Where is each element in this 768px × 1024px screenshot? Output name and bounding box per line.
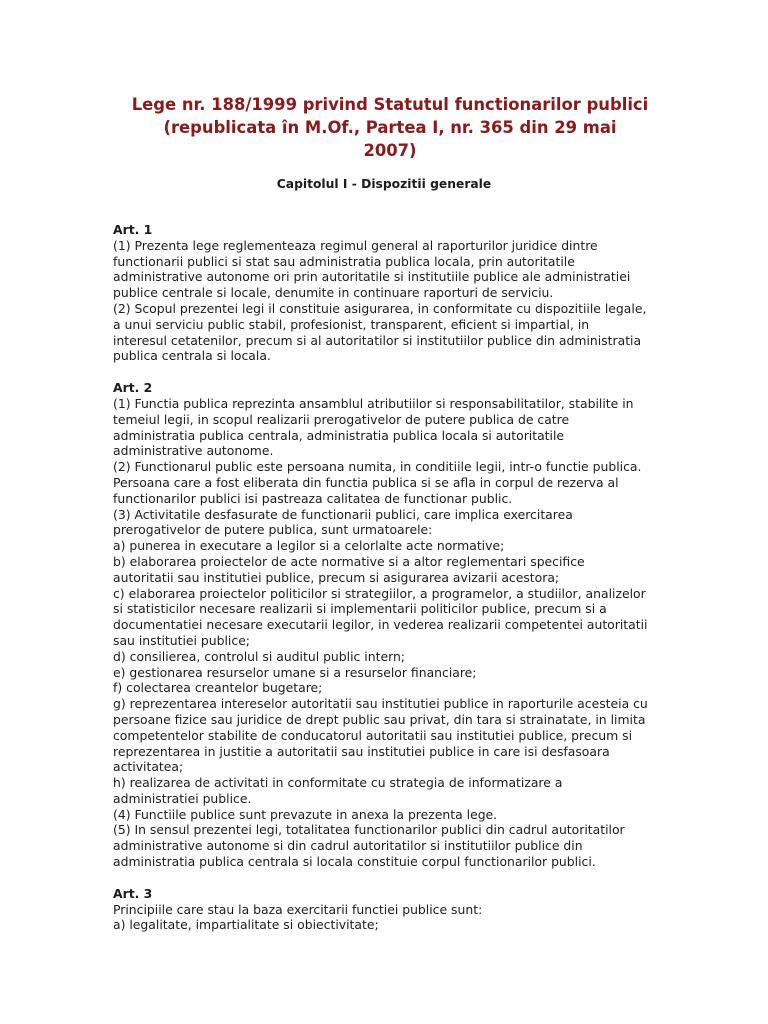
document-title-line: 2007) [363, 141, 417, 160]
document-title [100, 93, 680, 162]
article-text-line: temeiul legii, in scopul realizarii prerogativelor de putere publica de catre [113, 411, 570, 427]
article-text-line: (2) Functionarul public este persoana numita, in conditiile legii, intr-o functie publica. [113, 459, 642, 475]
article-text-line: functionarilor publici isi pastreaza calitatea de functionar public. [113, 490, 513, 506]
article-text-line: (5) In sensul prezentei legi, totalitatea functionarilor publici din cadrul autoritatilor [113, 822, 625, 838]
document-title-line: Lege nr. 188/1999 privind Statutul functionarilor publici [131, 95, 649, 114]
article-heading: Art. 2 [113, 380, 153, 396]
article-text-line: b) elaborarea proiectelor de acte normative si a altor reglementari specifice [113, 553, 585, 569]
article-text-line: (2) Scopul prezentei legi il constituie asigurarea, in conformitate cu dispozitiile legale, [113, 300, 647, 316]
article-text-line: publice centrale si locale, denumite in continuare raporturi de serviciu. [113, 285, 554, 301]
article-text-line: Principiile care stau la baza exercitarii functiei publice sunt: [113, 901, 483, 917]
article-text-line: (1) Prezenta lege reglementeaza regimul general al raporturilor juridice dintre [113, 237, 598, 253]
article-text-line: functionarii publici si stat sau administratia publica locala, prin autoritatile [113, 253, 575, 269]
article-text-line: interesul cetatenilor, precum si al autoritatilor si institutiilor publice din administratia [113, 332, 642, 348]
article-text-line: (3) Activitatile desfasurate de functionarii publici, care implica exercitarea [113, 506, 573, 522]
document-body [113, 222, 673, 949]
article-text-line: administratia publica centrala si locala constituie corpul functionarilor publici. [113, 854, 596, 870]
article-text-line: administrative autonome ori prin autoritatile si institutiile publice ale administratiei [113, 269, 631, 285]
article-text-line: administrative autonome. [113, 443, 274, 459]
article-text-line: persoane fizice sau juridice de drept public sau privat, din tara si strainatate, in limita [113, 711, 646, 727]
article-heading: Art. 1 [113, 222, 153, 237]
article-text-line: c) elaborarea proiectelor politicilor si strategiilor, a programelor, a studiilor, analizelor [113, 585, 646, 601]
article-text-line: d) consilierea, controlul si auditul public intern; [113, 648, 405, 664]
article-text-line: e) gestionarea resurselor umane si a resurselor financiare; [113, 664, 477, 680]
article-heading: Art. 3 [113, 885, 153, 901]
article-text-line: administrative autonome si din cadrul autoritatilor si institutiilor publice din [113, 838, 583, 854]
article-text-line: prerogativelor de putere publica, sunt urmatoarele: [113, 522, 433, 538]
article-text-line: competentelor stabilite de conducatorul autoritatii sau institutiei publice, precum si [113, 727, 633, 743]
article-text-line: f) colectarea creantelor bugetare; [113, 680, 323, 696]
article-text-line: a) legalitate, impartialitate si obiectivitate; [113, 917, 379, 933]
article-text-line: documentatiei necesare executarii legilor, in vederea realizarii competentei autoritatii [113, 617, 648, 633]
article-text-line: administratia publica centrala, administratia publica locala si autoritatile [113, 427, 565, 443]
article-text-line: (1) Functia publica reprezinta ansamblul atributiilor si responsabilitatilor, stabilite in [113, 395, 634, 411]
document-title-line: (republicata în M.Of., Partea I, nr. 365 din 29 mai [163, 118, 617, 137]
article-1 [113, 222, 673, 364]
article-text-line: sau institutiei publice; [113, 632, 250, 648]
chapter-heading: Capitolul I - Dispozitii generale [276, 177, 492, 191]
article-text-line: a unui serviciu public stabil, profesionist, transparent, eficient si impartial, in [113, 316, 590, 332]
article-text-line: reprezentarea in justitie a autoritatii sau institutiei publice in care isi desfasoara [113, 743, 610, 759]
article-text-line: autoritatii sau institutiei publice, precum si asigurarea avizarii acestora; [113, 569, 560, 585]
article-text-line: si statisticilor necesare realizarii si implementarii politicilor publice, precum si a [113, 601, 607, 617]
article-text-line: a) punerea in executare a legilor si a celorlalte acte normative; [113, 538, 505, 554]
article-text-line: h) realizarea de activitati in conformitate cu strategia de informatizare a [113, 775, 563, 791]
article-text-line: g) reprezentarea intereselor autoritatii sau institutiei publice in raporturile acesteia cu [113, 696, 648, 712]
article-2 [113, 380, 673, 870]
article-text-line: publica centrala si locala. [113, 348, 271, 364]
article-3 [113, 886, 673, 933]
article-text-line: administratiei publice. [113, 790, 252, 806]
article-text-line: (4) Functiile publice sunt prevazute in anexa la prezenta lege. [113, 806, 498, 822]
article-text-line: Persoana care a fost eliberata din functia publica si se afla in corpul de rezerva al [113, 474, 619, 490]
article-text-line: activitatea; [113, 759, 184, 775]
